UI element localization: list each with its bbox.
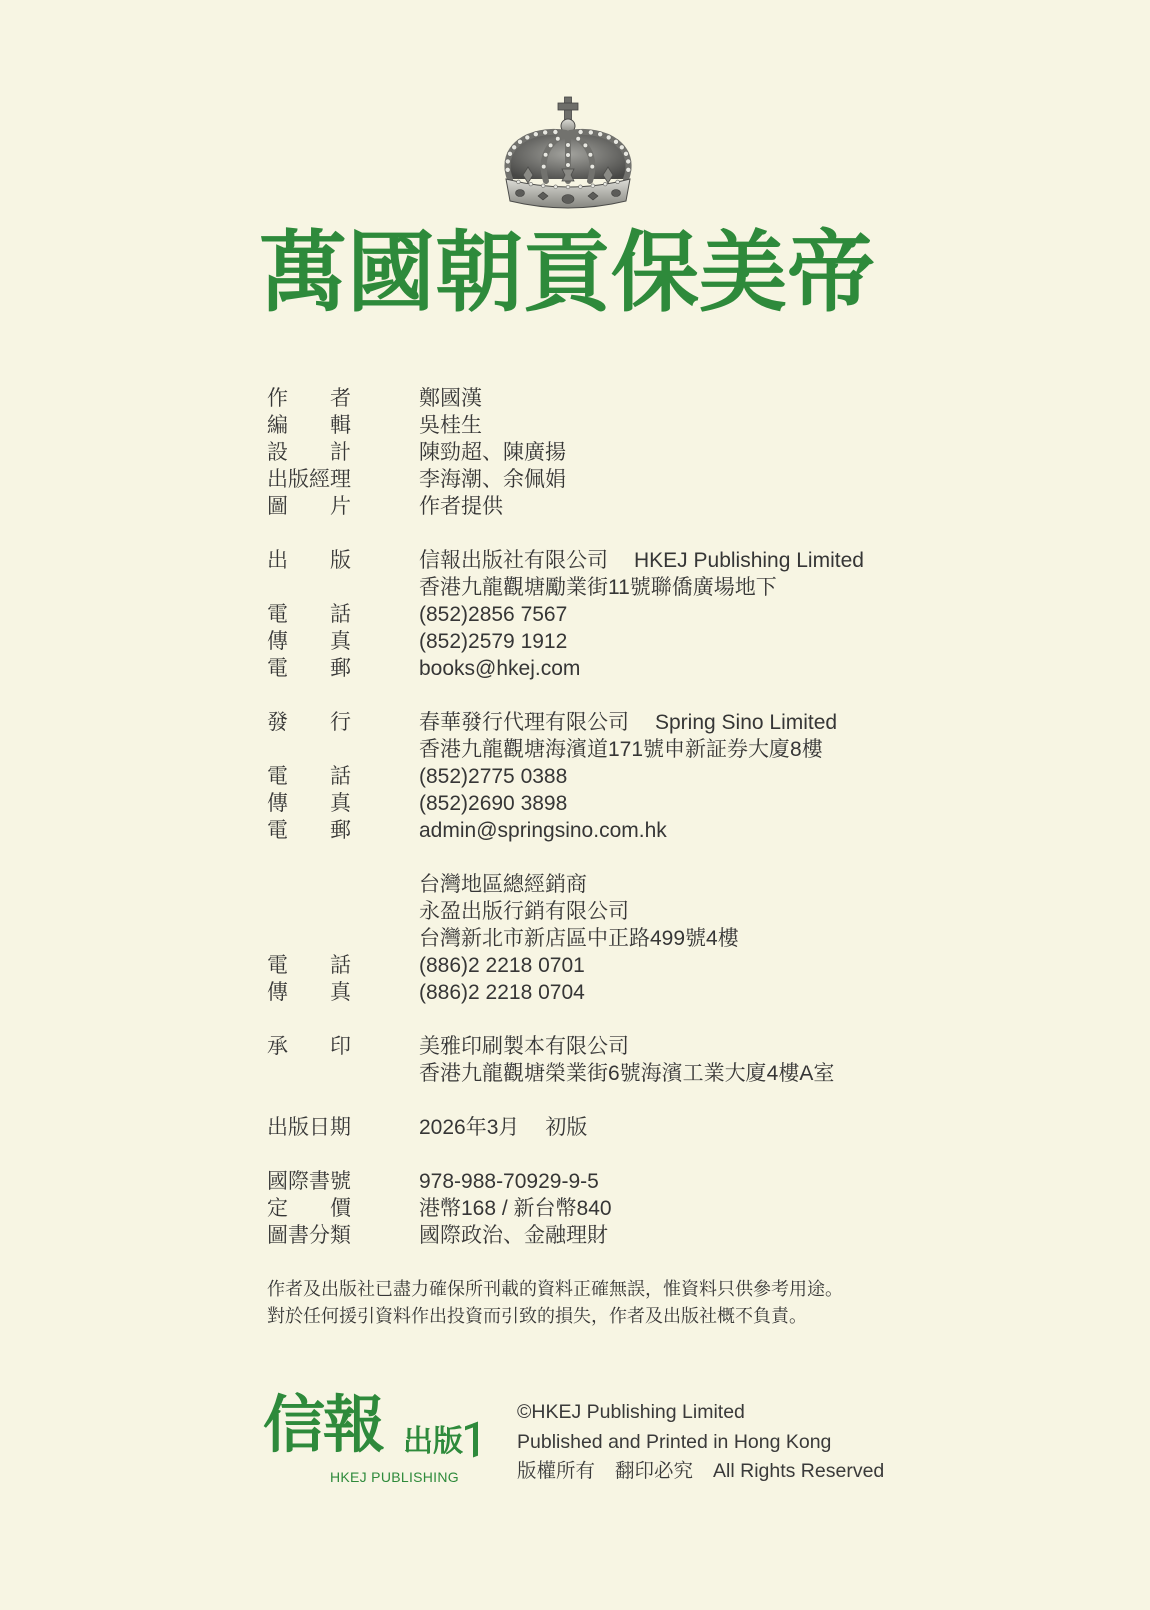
section-spacer bbox=[267, 520, 907, 547]
edition: 初版 bbox=[545, 1116, 588, 1139]
price-label: 定價 bbox=[267, 1197, 351, 1220]
rights-zh-2: 翻印必究 bbox=[615, 1460, 694, 1482]
price-value: 港幣168 / 新台幣840 bbox=[419, 1197, 612, 1220]
distributor-name bbox=[419, 709, 837, 736]
disclaimer-line: 作者及出版社已盡力確保所刊載的資料正確無誤，惟資料只供參考用途。 bbox=[267, 1279, 843, 1299]
rights-line bbox=[517, 1457, 884, 1487]
taiwan-phone-row bbox=[267, 952, 907, 979]
phone-label: 電話 bbox=[267, 765, 351, 788]
taiwan-distributor-name: 永盈出版行銷有限公司 bbox=[419, 900, 629, 923]
publisher-fax: (852)2579 1912 bbox=[419, 630, 568, 653]
isbn-label: 國際書號 bbox=[267, 1170, 351, 1193]
publication-date: 2026年3月 bbox=[419, 1116, 520, 1139]
publisher-label: 出版 bbox=[267, 549, 351, 572]
credit-value: 作者提供 bbox=[419, 495, 503, 518]
section-spacer bbox=[267, 844, 907, 871]
taiwan-distributor-heading: 台灣地區總經銷商 bbox=[419, 873, 587, 896]
copyright-block bbox=[517, 1398, 884, 1487]
printer-address: 香港九龍觀塘榮業街6號海濱工業大廈4樓A室 bbox=[419, 1062, 835, 1085]
credit-row-publishing-manager bbox=[267, 466, 907, 493]
distributor-name-zh: 春華發行代理有限公司 bbox=[419, 711, 629, 734]
taiwan-fax: (886)2 2218 0704 bbox=[419, 981, 585, 1004]
distributor-address: 香港九龍觀塘海濱道171號申新証券大廈8樓 bbox=[419, 738, 823, 761]
publisher-address-row bbox=[267, 574, 907, 601]
phone-label: 電話 bbox=[267, 603, 351, 626]
distributor-phone: (852)2775 0388 bbox=[419, 765, 568, 788]
logo-bracket-decoration bbox=[465, 1422, 478, 1461]
printer-address-row bbox=[267, 1060, 907, 1087]
copyright-line: ©HKEJ Publishing Limited bbox=[517, 1401, 745, 1423]
fax-label: 傳真 bbox=[267, 792, 351, 815]
publisher-logo-sub: 出版 bbox=[403, 1425, 463, 1458]
taiwan-heading-row bbox=[267, 871, 907, 898]
credit-label: 設計 bbox=[267, 441, 351, 464]
price-row bbox=[267, 1195, 907, 1222]
rights-zh-1: 版權所有 bbox=[517, 1460, 596, 1482]
taiwan-phone: (886)2 2218 0701 bbox=[419, 954, 585, 977]
distributor-row bbox=[267, 709, 907, 736]
publisher-logo-english: HKEJ PUBLISHING bbox=[330, 1469, 459, 1485]
fax-label: 傳真 bbox=[267, 630, 351, 653]
distributor-label: 發行 bbox=[267, 711, 351, 734]
phone-label: 電話 bbox=[267, 954, 351, 977]
distributor-name-en: Spring Sino Limited bbox=[655, 711, 838, 734]
section-spacer bbox=[267, 1249, 907, 1276]
credit-row-author bbox=[267, 385, 907, 412]
publisher-name bbox=[419, 547, 864, 574]
publication-date-label: 出版日期 bbox=[267, 1116, 351, 1139]
crown-illustration bbox=[488, 95, 648, 213]
isbn-row bbox=[267, 1168, 907, 1195]
publisher-email-row bbox=[267, 655, 907, 682]
taiwan-address-row bbox=[267, 925, 907, 952]
section-spacer bbox=[267, 682, 907, 709]
credit-label: 出版經理 bbox=[267, 468, 351, 491]
fax-label: 傳真 bbox=[267, 981, 351, 1004]
taiwan-name-row bbox=[267, 898, 907, 925]
printer-row bbox=[267, 1033, 907, 1060]
publisher-name-en: HKEJ Publishing Limited bbox=[634, 549, 864, 572]
distributor-fax: (852)2690 3898 bbox=[419, 792, 568, 815]
isbn-value: 978-988-70929-9-5 bbox=[419, 1170, 599, 1193]
category-row bbox=[267, 1222, 907, 1249]
distributor-phone-row bbox=[267, 763, 907, 790]
credit-label: 作者 bbox=[267, 387, 351, 410]
credit-row-editor bbox=[267, 412, 907, 439]
taiwan-fax-row bbox=[267, 979, 907, 1006]
email-label: 電郵 bbox=[267, 819, 351, 842]
category-label: 圖書分類 bbox=[267, 1224, 351, 1247]
publisher-phone: (852)2856 7567 bbox=[419, 603, 568, 626]
credit-label: 圖片 bbox=[267, 495, 351, 518]
distributor-fax-row bbox=[267, 790, 907, 817]
printed-in-line: Published and Printed in Hong Kong bbox=[517, 1430, 832, 1453]
book-title: 萬國朝貢保美帝 bbox=[258, 220, 875, 324]
printer-name: 美雅印刷製本有限公司 bbox=[419, 1035, 629, 1058]
colophon bbox=[267, 385, 907, 1330]
publication-date-row bbox=[267, 1114, 907, 1141]
credit-value: 鄭國漢 bbox=[419, 387, 482, 410]
publisher-logo-main: 信報 bbox=[263, 1388, 384, 1461]
rights-en: All Rights Reserved bbox=[713, 1460, 885, 1482]
credit-row-design bbox=[267, 439, 907, 466]
section-spacer bbox=[267, 1087, 907, 1114]
section-spacer bbox=[267, 1006, 907, 1033]
disclaimer-line: 對於任何援引資料作出投資而引致的損失，作者及出版社概不負責。 bbox=[267, 1306, 807, 1326]
section-spacer bbox=[267, 1141, 907, 1168]
credit-label: 編輯 bbox=[267, 414, 351, 437]
taiwan-distributor-address: 台灣新北市新店區中正路499號4樓 bbox=[419, 927, 739, 950]
publication-date-value bbox=[419, 1114, 587, 1141]
credit-value: 陳勁超、陳廣揚 bbox=[419, 441, 566, 464]
credit-value: 吳桂生 bbox=[419, 414, 482, 437]
publisher-row bbox=[267, 547, 907, 574]
credit-value: 李海潮、余佩娟 bbox=[419, 468, 566, 491]
distributor-email: admin@springsino.com.hk bbox=[419, 819, 667, 842]
publisher-name-zh: 信報出版社有限公司 bbox=[419, 549, 608, 572]
email-label: 電郵 bbox=[267, 657, 351, 680]
publisher-fax-row bbox=[267, 628, 907, 655]
publisher-email: books@hkej.com bbox=[419, 657, 581, 680]
credit-row-images bbox=[267, 493, 907, 520]
publisher-phone-row bbox=[267, 601, 907, 628]
distributor-email-row bbox=[267, 817, 907, 844]
printer-label: 承印 bbox=[267, 1035, 351, 1058]
publisher-address: 香港九龍觀塘勵業街11號聯僑廣場地下 bbox=[419, 576, 777, 599]
distributor-address-row bbox=[267, 736, 907, 763]
category-value: 國際政治、金融理財 bbox=[419, 1224, 608, 1247]
